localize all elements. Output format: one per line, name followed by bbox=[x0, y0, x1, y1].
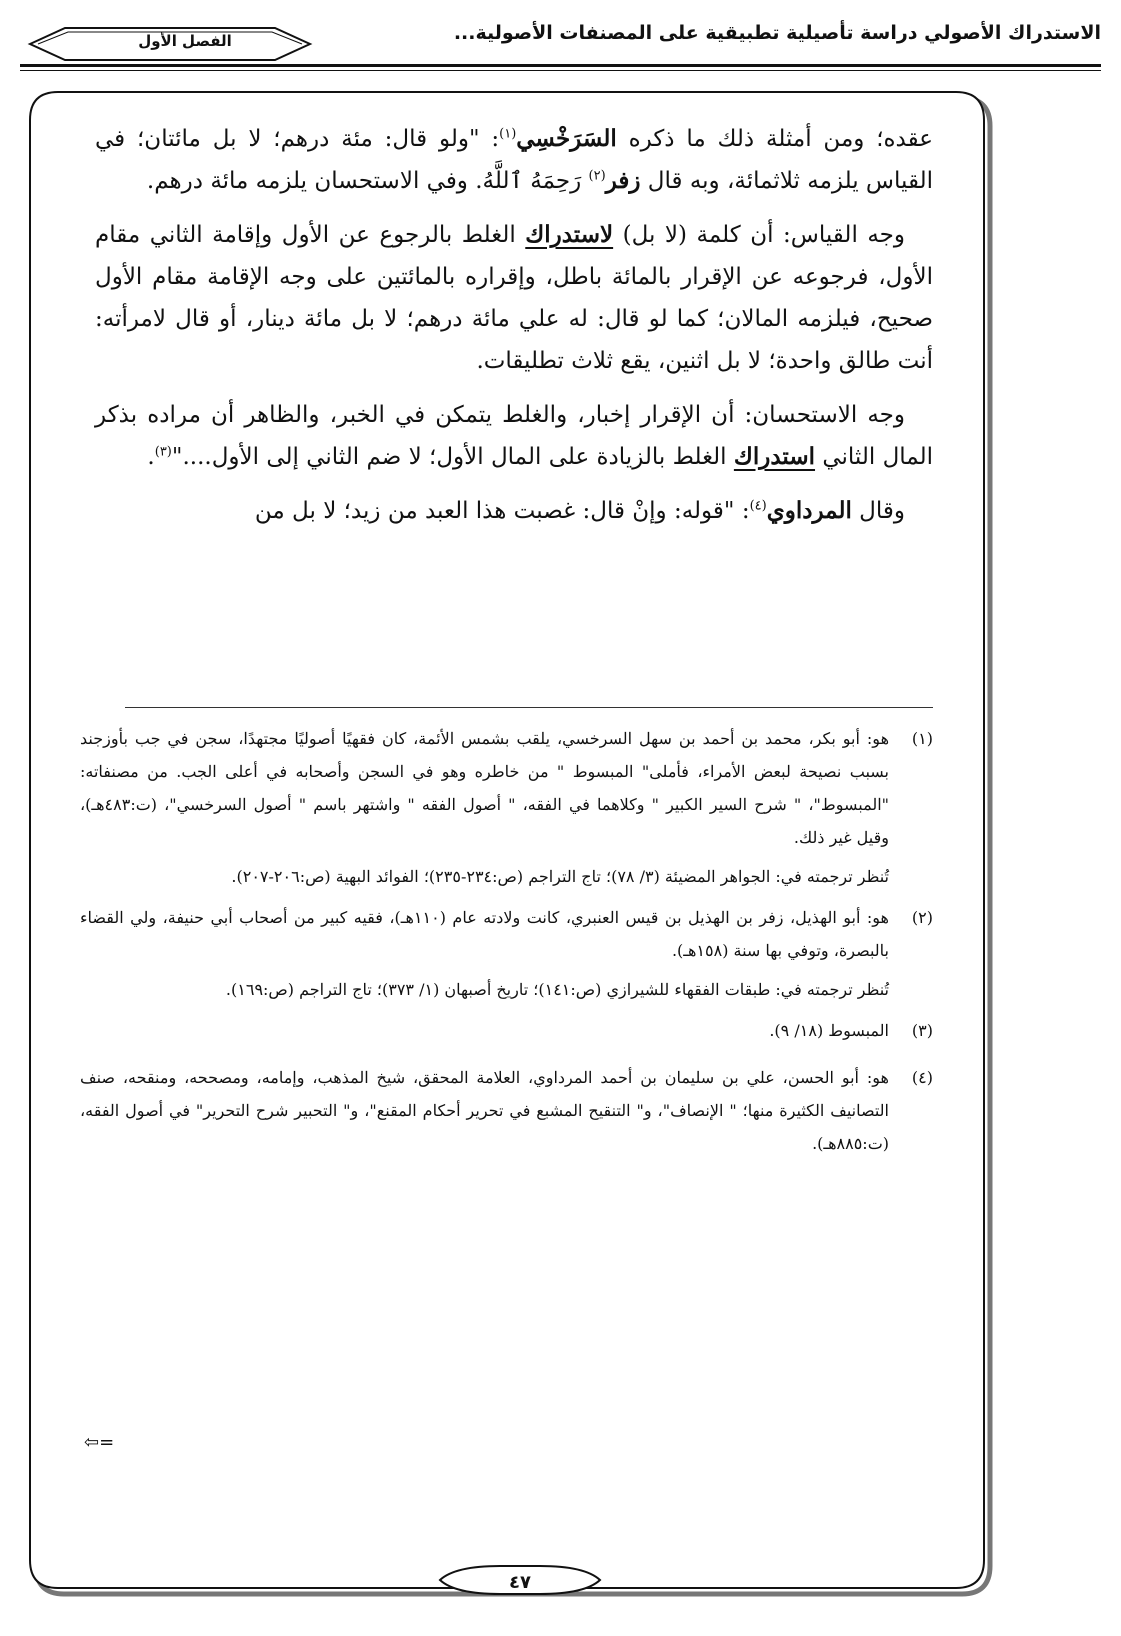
footnote-number: (١) bbox=[911, 729, 933, 748]
p2-text-1: وجه القياس: أن كلمة (لا بل) bbox=[613, 222, 905, 248]
footnote-ref-2: (٢) bbox=[588, 168, 606, 184]
footnote-ref-1: (١) bbox=[499, 126, 517, 142]
book-title: الاستدراك الأصولي دراسة تأصيلية تطبيقية على المصنفات الأصولية... bbox=[453, 22, 1101, 44]
author-name-sarakhsi: السَرَخْسِي bbox=[516, 125, 617, 152]
paragraph-1 bbox=[95, 118, 933, 202]
p3-text-3: . bbox=[147, 444, 155, 470]
continuation-arrow-icon: ⇦= bbox=[84, 1432, 115, 1453]
term-istidrak-1: لاستدراك bbox=[525, 221, 614, 248]
footnote-separator bbox=[125, 707, 933, 708]
page-number: ٤٧ bbox=[509, 1572, 531, 1593]
footnote-number: (٤) bbox=[911, 1068, 933, 1087]
footnote-number: (٣) bbox=[911, 1021, 933, 1040]
p2-text-2: الغلط بالرجوع عن الأول وإقامة الثاني مقام الأول، فرجوعه عن الإقرار بالمائة باطل، وإقراره بالمائتين على وجه الإقامة مقام الأول صحيح، فيلزمه المالان؛ كما لو قال: له علي مائة درهم؛ لا بل مائة دينار، أو قال لامرأته: أنت طالق واحدة؛ لا بل اثنين، يقع ثلاث تطليقات. bbox=[95, 222, 933, 374]
author-name-zufar: زفر bbox=[605, 167, 641, 194]
p4-text-2: : "قوله: وإنْ قال: غصبت هذا العبد من زيد؛ لا بل من bbox=[254, 498, 750, 524]
footnote-sources: تُنظر ترجمته في: طبقات الفقهاء للشيرازي (ص:١٤١)؛ تاريخ أصبهان (١/ ٣٧٣)؛ تاج التراجم (ص:١٦٩). bbox=[225, 980, 889, 999]
header-rule-thin bbox=[20, 70, 1101, 71]
running-header bbox=[20, 18, 1101, 78]
footnote-text: هو: أبو الهذيل، زفر بن الهذيل بن قيس العنبري، كانت ولادته عام (١١٠هـ)، فقيه كبير من أصحاب أبي حنيفة، ولي القضاء بالبصرة، وتوفي بها سنة (١٥٨هـ). bbox=[80, 908, 889, 960]
term-istidrak-2: استدراك bbox=[733, 443, 816, 470]
footnote-text: هو: أبو الحسن، علي بن سليمان بن أحمد المرداوي، العلامة المحقق، شيخ المذهب، وإمامه، ومصححه، ومنقحه، صنف التصانيف الكثيرة منها؛ " الإنصاف"، و" التنقيح المشبع في تحرير أحكام المقنع"، و" التحبير شرح التحرير" في أصول الفقه، (ت:٨٨٥هـ). bbox=[80, 1068, 889, 1153]
paragraph-4 bbox=[95, 490, 933, 532]
header-rule-thick bbox=[20, 64, 1101, 67]
p1-text-3: رَحِمَهُ ٱللَّهُ. وفي الاستحسان يلزمه مائة درهم. bbox=[146, 168, 589, 194]
p3-text-1: وجه الاستحسان: أن الإقرار إخبار، والغلط يتمكن في الخبر، والظاهر أن مراده بذكر المال الثاني bbox=[95, 402, 933, 470]
chapter-label: الفصل الأول bbox=[138, 32, 232, 50]
p3-text-2: الغلط بالزيادة على المال الأول؛ لا ضم الثاني إلى الأول...." bbox=[171, 444, 734, 470]
footnote-ref-3: (٣) bbox=[154, 444, 172, 460]
footnote-1 bbox=[80, 722, 933, 893]
paragraph-2 bbox=[95, 214, 933, 382]
footnote-number: (٢) bbox=[911, 908, 933, 927]
footnote-text: المبسوط (١٨/ ٩). bbox=[769, 1021, 889, 1040]
footnote-3 bbox=[80, 1014, 933, 1053]
p1-text-1: عقده؛ ومن أمثلة ذلك ما ذكره bbox=[616, 126, 933, 152]
p1-text-2: : "ولو قال: مئة درهم؛ لا بل مائتان؛ في القياس يلزمه ثلاثمائة، وبه قال bbox=[95, 126, 933, 194]
author-name-mardawi: المرداوي bbox=[766, 497, 852, 524]
footnote-2 bbox=[80, 901, 933, 1006]
paragraph-3 bbox=[95, 394, 933, 478]
footnote-sources: تُنظر ترجمته في: الجواهر المضيئة (٣/ ٧٨)؛ تاج التراجم (ص:٢٣٤-٢٣٥)؛ الفوائد البهية (ص:٢٠٦-٢٠٧). bbox=[231, 867, 889, 886]
footnote-ref-4: (٤) bbox=[749, 498, 767, 514]
p4-text-1: وقال bbox=[851, 498, 905, 524]
footnotes bbox=[80, 722, 933, 1174]
footnote-text: هو: أبو بكر، محمد بن أحمد بن سهل السرخسي، يلقب بشمس الأئمة، كان فقهيًا أصوليًا مجتهدًا، سجن في جب بأوزجند بسبب نصيحة لبعض الأمراء، فأملى" المبسوط " من خاطره وهو في السجن وأصحابه في أعلى الجب. من مصنفاته: "المبسوط"، " شرح السير الكبير " وكلاهما في الفقه، " أصول الفقه " واشتهر باسم " أصول السرخسي"، (ت:٤٨٣هـ)، وقيل غير ذلك. bbox=[80, 729, 890, 847]
footnote-4 bbox=[80, 1061, 933, 1166]
main-text bbox=[95, 118, 933, 544]
